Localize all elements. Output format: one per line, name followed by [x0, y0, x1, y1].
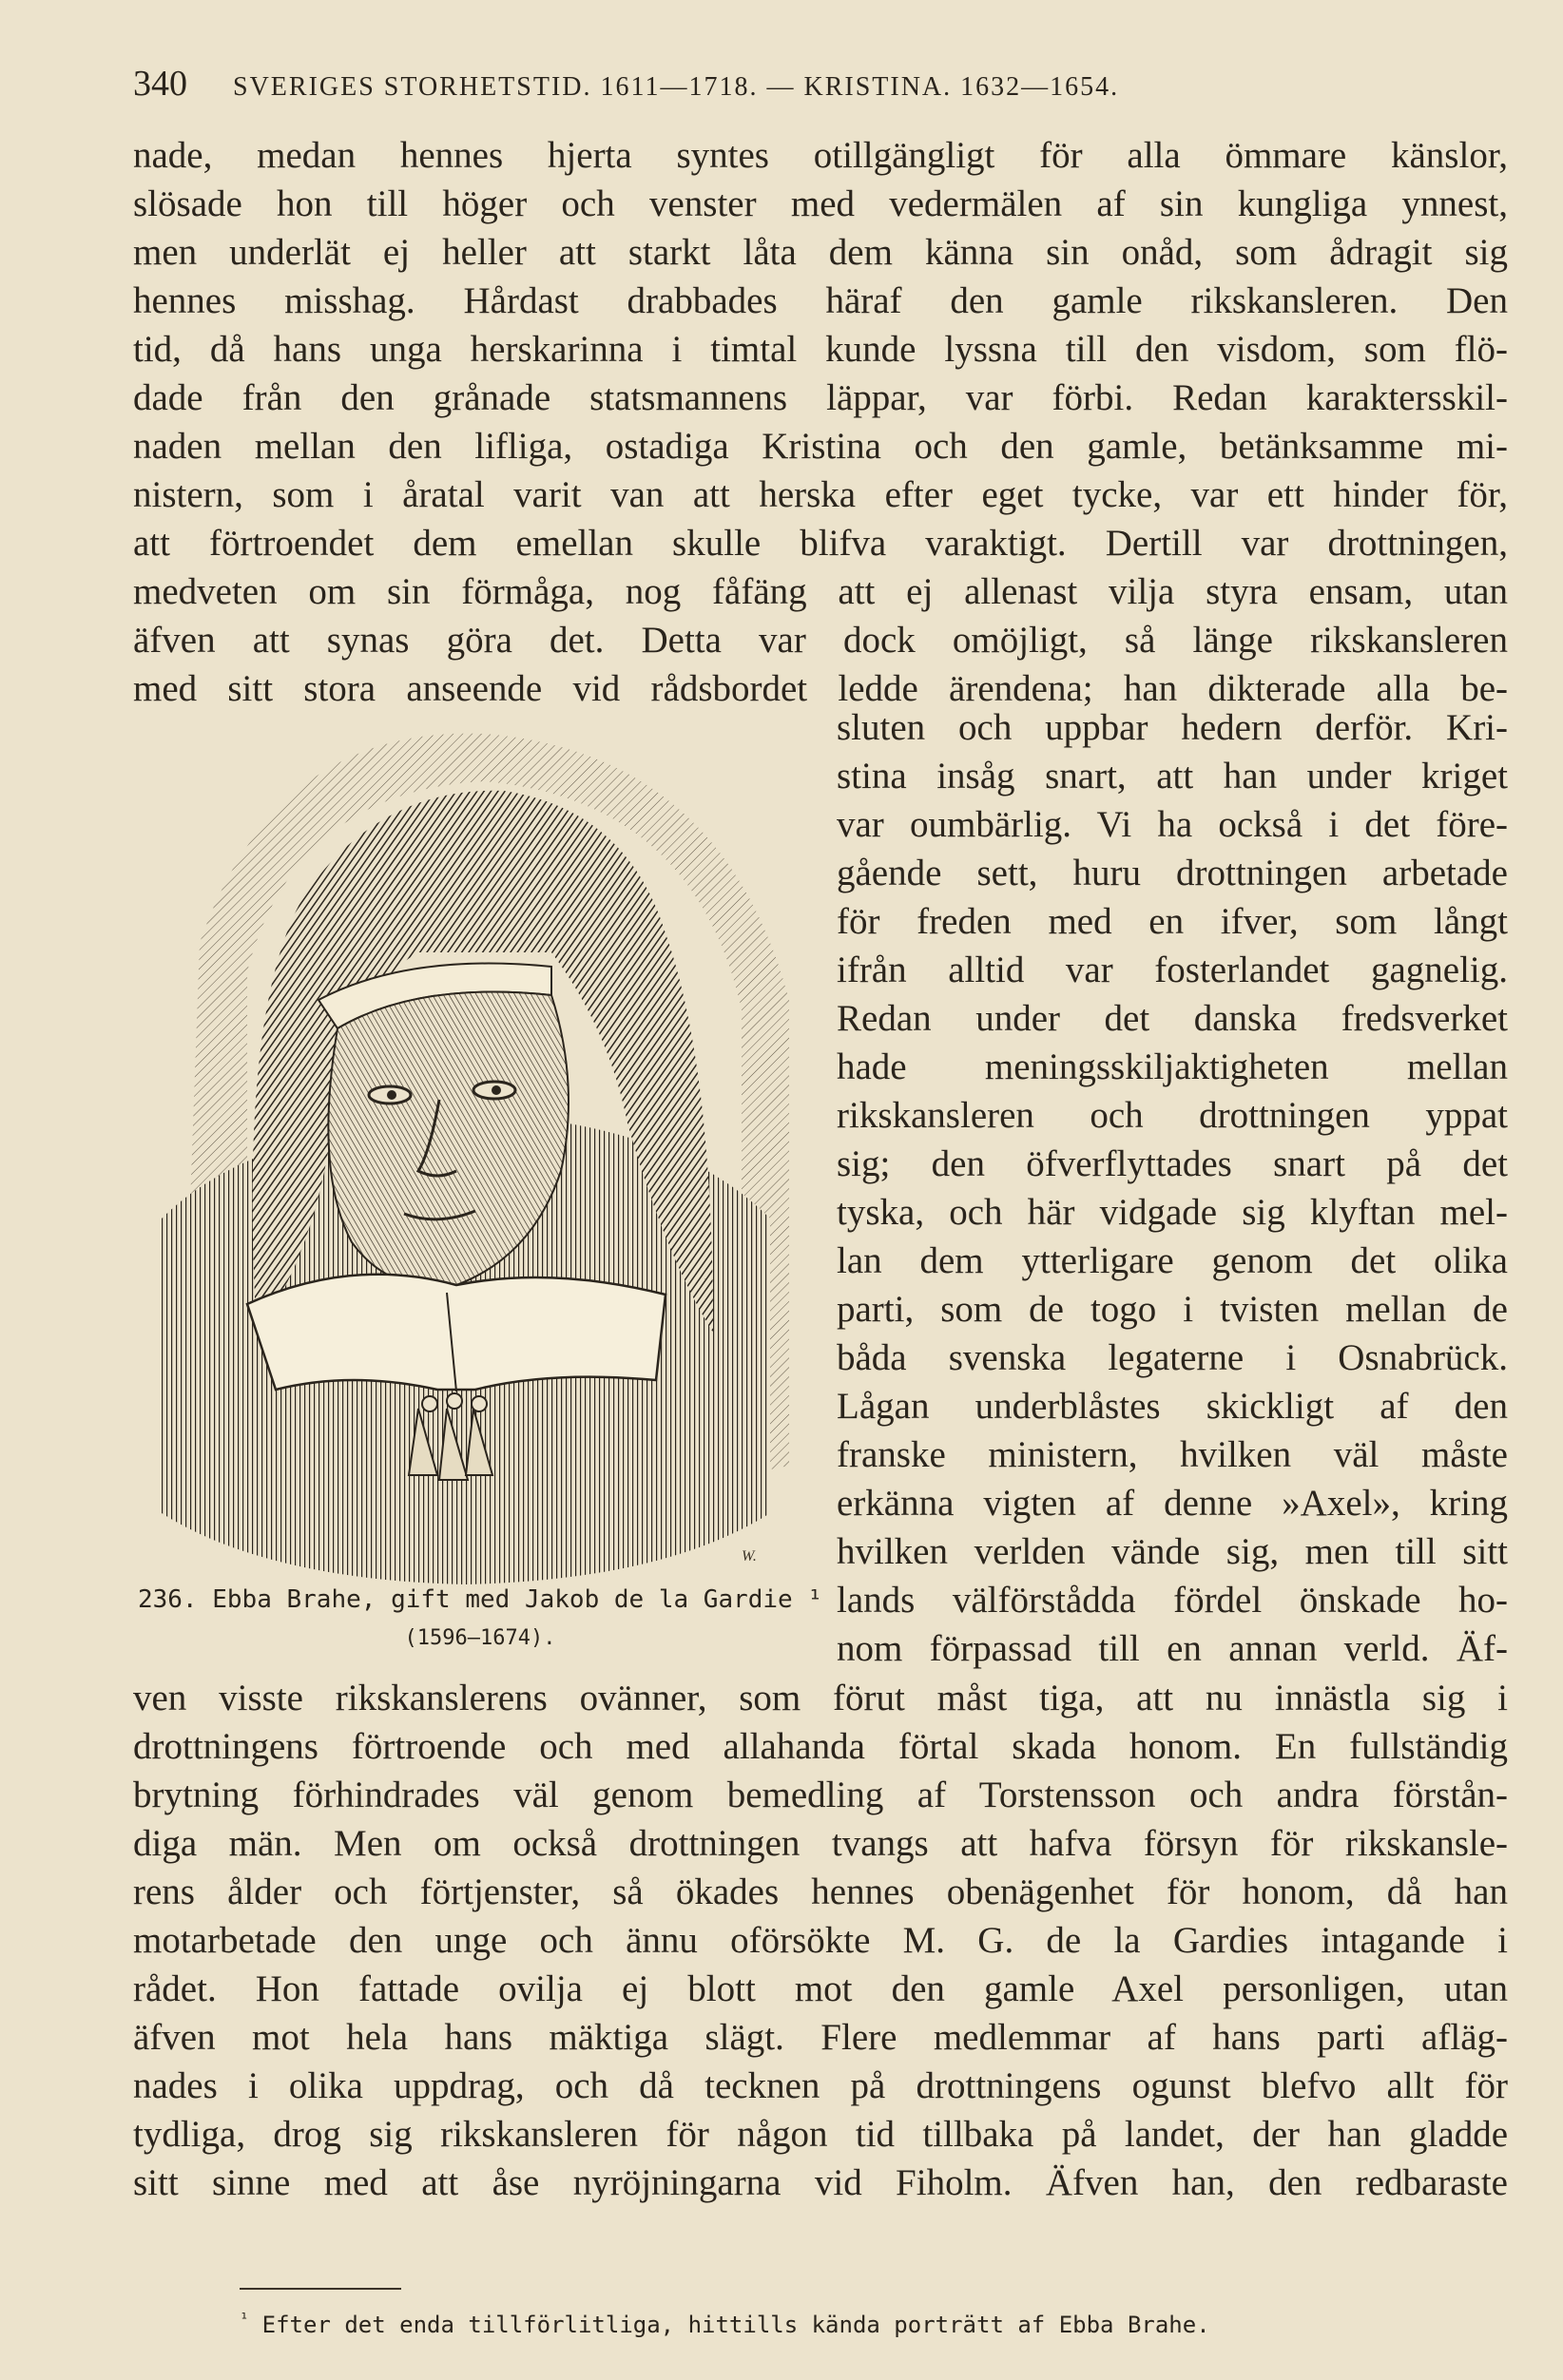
text-line: sig; den öfverflyttades snart på det [837, 1143, 1508, 1184]
body-text-bottom [133, 1674, 1508, 2207]
text-line: hade meningsskiljaktigheten mellan [837, 1046, 1508, 1087]
footnote-rule [240, 2288, 401, 2290]
text-line: Lågan underblåstes skickligt af den [837, 1386, 1508, 1427]
text-line: slösade hon till höger och venster med vedermälen af sin kungliga ynnest, [133, 183, 1508, 224]
text-line: stina insåg snart, att han under kriget [837, 756, 1508, 797]
text-line: äfven att synas göra det. Detta var dock omöjligt, så länge rikskansleren [133, 620, 1508, 661]
text-line: medveten om sin förmåga, nog fåfäng att ej allenast vilja styra ensam, utan [133, 571, 1508, 612]
text-line: tid, då hans unga herskarinna i timtal kunde lyssna till den visdom, som flö- [133, 329, 1508, 370]
caption-dates: (1596—1674). [404, 1626, 556, 1650]
text-line: hvilken verlden vände sig, men till sitt [837, 1531, 1508, 1572]
body-text-top [133, 131, 1508, 713]
text-line: tydliga, drog sig rikskansleren för någon tid tillbaka på landet, der han gladde [133, 2114, 1508, 2155]
text-line: hennes misshag. Hårdast drabbades häraf den gamle rikskansleren. Den [133, 280, 1508, 321]
text-line: nom förpassad till en annan verld. Äf- [837, 1628, 1508, 1669]
text-line: gående sett, huru drottningen arbetade [837, 853, 1508, 893]
text-line: tyska, och här vidgade sig klyftan mel- [837, 1192, 1508, 1233]
text-line: lan dem ytterligare genom det olika [837, 1240, 1508, 1281]
collar [247, 1275, 666, 1390]
text-line: naden mellan den lifliga, ostadiga Kristina och den gamle, betänksamme mi- [133, 426, 1508, 467]
text-line: men underlät ej heller att starkt låta dem känna sin onåd, som ådragit sig [133, 232, 1508, 273]
text-line: båda svenska legaterne i Osnabrück. [837, 1337, 1508, 1378]
text-line: nistern, som i åratal varit van att herska efter eget tycke, var ett hinder för, [133, 474, 1508, 515]
text-line: ifrån alltid var fosterlandet gagnelig. [837, 950, 1508, 990]
text-line: att förtroendet dem emellan skulle blifva varaktigt. Dertill var drottningen, [133, 523, 1508, 564]
footnote [240, 2310, 1210, 2338]
text-line: äfven mot hela hans mäktiga slägt. Flere medlemmar af hans parti afläg- [133, 2017, 1508, 2058]
body-text-side [837, 703, 1508, 1673]
text-line: rådet. Hon fattade ovilja ej blott mot den gamle Axel personligen, utan [133, 1968, 1508, 2009]
text-line: nade, medan hennes hjerta syntes otillgängligt för alla ömmare känslor, [133, 135, 1508, 176]
engraver-mark: W. [742, 1548, 757, 1564]
text-line: ven visste rikskanslerens ovänner, som förut måst tiga, att nu innästla sig i [133, 1678, 1508, 1718]
portrait-engraving [133, 724, 799, 1591]
text-line: sluten och uppbar hedern derför. Kri- [837, 707, 1508, 748]
text-line: rikskansleren och drottningen yppat [837, 1095, 1508, 1136]
text-line: drottningens förtroende och med allahanda förtal skada honom. En fullständig [133, 1726, 1508, 1767]
text-line: för freden med en ifver, som långt [837, 901, 1508, 942]
text-line: nades i olika uppdrag, och då tecknen på drottningens ogunst blefvo allt för [133, 2065, 1508, 2106]
text-line: lands välförstådda fördel önskade ho- [837, 1580, 1508, 1621]
text-line: rens ålder och förtjenster, så ökades hennes obenägenhet för honom, då han [133, 1871, 1508, 1912]
text-line: franske ministern, hvilken väl måste [837, 1434, 1508, 1475]
text-line: var oumbärlig. Vi ha också i det före- [837, 804, 1508, 845]
caption-title: 236. Ebba Brahe, gift med Jakob de la Gardie ¹ [137, 1585, 823, 1614]
text-line: med sitt stora anseende vid rådsbordet ledde ärendena; han dikterade alla be- [133, 668, 1508, 709]
text-line: sitt sinne med att åse nyröjningarna vid Fiholm. Äfven han, den redbaraste [133, 2162, 1508, 2203]
text-line: dade från den grånade statsmannens läppar, var förbi. Redan karaktersskil- [133, 377, 1508, 418]
page-number: 340 [133, 64, 187, 104]
text-line: motarbetade den unge och ännu oförsökte M. G. de la Gardies intagande i [133, 1920, 1508, 1961]
running-header [133, 63, 1388, 110]
text-line: parti, som de togo i tvisten mellan de [837, 1289, 1508, 1330]
text-line: diga män. Men om också drottningen tvangs att hafva försyn för rikskansle- [133, 1823, 1508, 1864]
text-line: brytning förhindrades väl genom bemedling af Torstensson och andra förstån- [133, 1775, 1508, 1815]
footnote-text: Efter det enda tillförlitliga, hittills kända porträtt af Ebba Brahe. [261, 2312, 1210, 2338]
text-line: Redan under det danska fredsverket [837, 998, 1508, 1039]
running-title: SVERIGES STORHETSTID. 1611—1718. — KRISTINA. 1632—1654. [233, 72, 1120, 102]
footnote-marker: ¹ [240, 2310, 249, 2328]
text-line: erkänna vigten af denne »Axel», kring [837, 1483, 1508, 1524]
figure-caption [133, 1582, 827, 1656]
